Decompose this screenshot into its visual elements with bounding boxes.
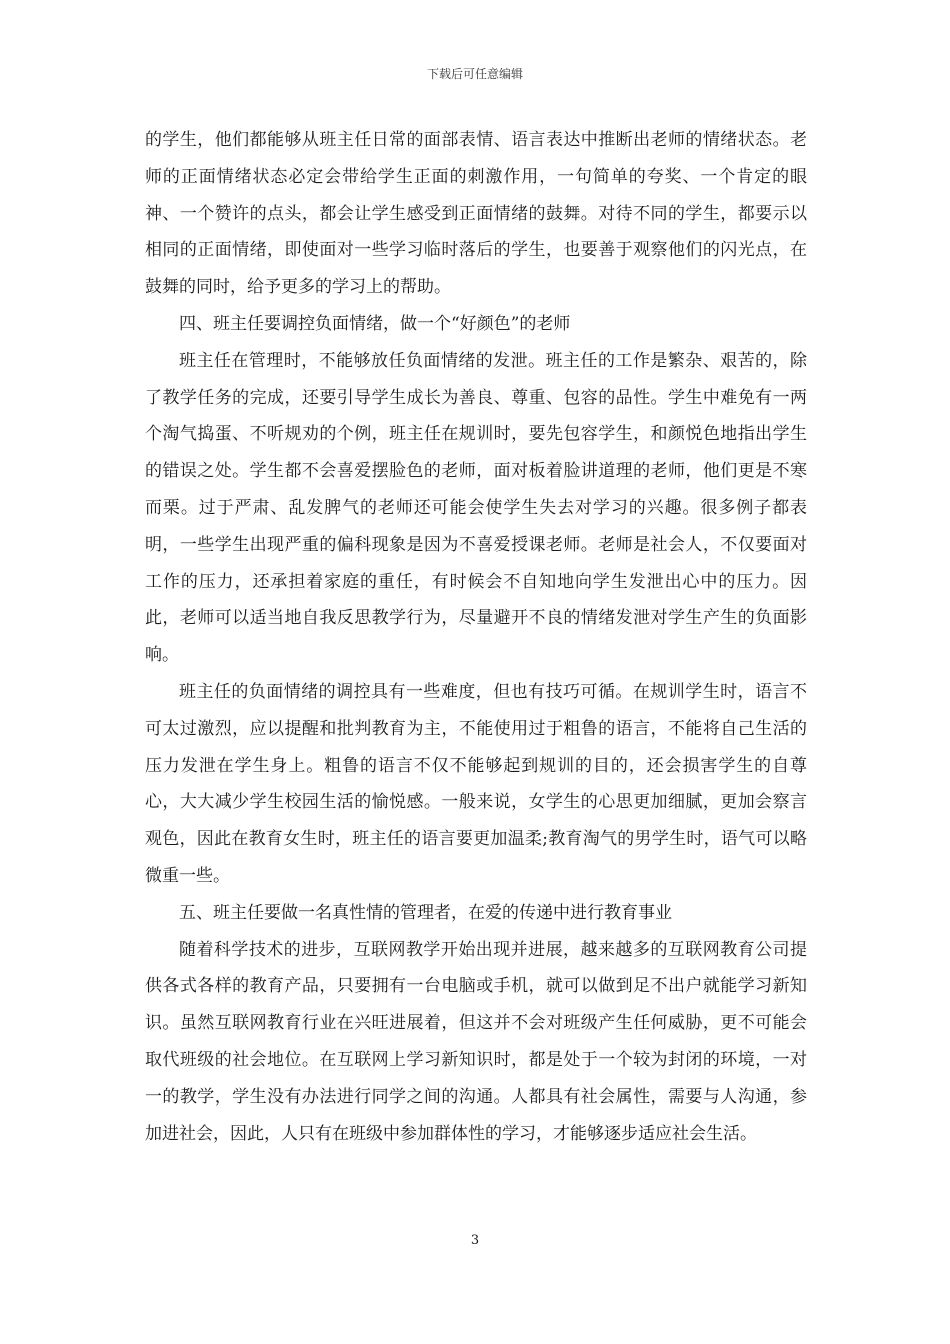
section-heading-five: 五、班主任要做一名真性情的管理者，在爱的传递中进行教育事业 — [179, 902, 672, 923]
section-heading-four: 四、班主任要调控负面情绪，做一个“好颜色”的老师 — [179, 313, 571, 334]
document-body — [145, 122, 807, 1152]
page-header: 下载后可任意编辑 — [426, 67, 523, 81]
paragraph-continued: 的学生，他们都能够从班主任日常的面部表情、语言表达中推断出老师的情绪状态。老师的正面情绪状态必定会带给学生正面的刺激作用，一句简单的夸奖、一个肯定的眼神、一个赞许的点头，都会让学生感受到正面情绪的鼓舞。对待不同的学生，都要示以相同的正面情绪，即使面对一些学习临时落后的学生，也要善于观察他们的闪光点，在鼓舞的同时，给予更多的学习上的帮助。 — [145, 130, 807, 298]
page-number: 3 — [470, 1233, 480, 1248]
paragraph: 班主任的负面情绪的调控具有一些难度，但也有技巧可循。在规训学生时，语言不可太过激烈，应以提醒和批判教育为主，不能使用过于粗鲁的语言，不能将自己生活的压力发泄在学生身上。粗鲁的语言不仅不能够起到规训的目的，还会损害学生的自尊心，大大减少学生校园生活的愉悦感。一般来说，女学生的心思更加细腻，更加会察言观色，因此在教育女生时，班主任的语言要更加温柔;教育淘气的男学生时，语气可以略微重一些。 — [145, 681, 807, 886]
paragraph: 随着科学技术的进步，互联网教学开始出现并进展，越来越多的互联网教育公司提供各式各样的教育产品，只要拥有一台电脑或手机，就可以做到足不出户就能学习新知识。虽然互联网教育行业在兴旺进展着，但这并不会对班级产生任何威胁，更不可能会取代班级的社会地位。在互联网上学习新知识时，都是处于一个较为封闭的环境，一对一的教学，学生没有办法进行同学之间的沟通。人都具有社会属性，需要与人沟通，参加进社会，因此，人只有在班级中参加群体性的学习，才能够逐步适应社会生活。 — [145, 939, 807, 1144]
paragraph: 班主任在管理时，不能够放任负面情绪的发泄。班主任的工作是繁杂、艰苦的，除了教学任务的完成，还要引导学生成长为善良、尊重、包容的品性。学生中难免有一两个淘气捣蛋、不听规劝的个例，班主任在规训时，要先包容学生，和颜悦色地指出学生的错误之处。学生都不会喜爱摆脸色的老师，面对板着脸讲道理的老师，他们更是不寒而栗。过于严肃、乱发脾气的老师还可能会使学生失去对学习的兴趣。很多例子都表明，一些学生出现严重的偏科现象是因为不喜爱授课老师。老师是社会人，不仅要面对工作的压力，还承担着家庭的重任，有时候会不自知地向学生发泄出心中的压力。因此，老师可以适当地自我反思教学行为，尽量避开不良的情绪发泄对学生产生的负面影响。 — [145, 350, 807, 666]
